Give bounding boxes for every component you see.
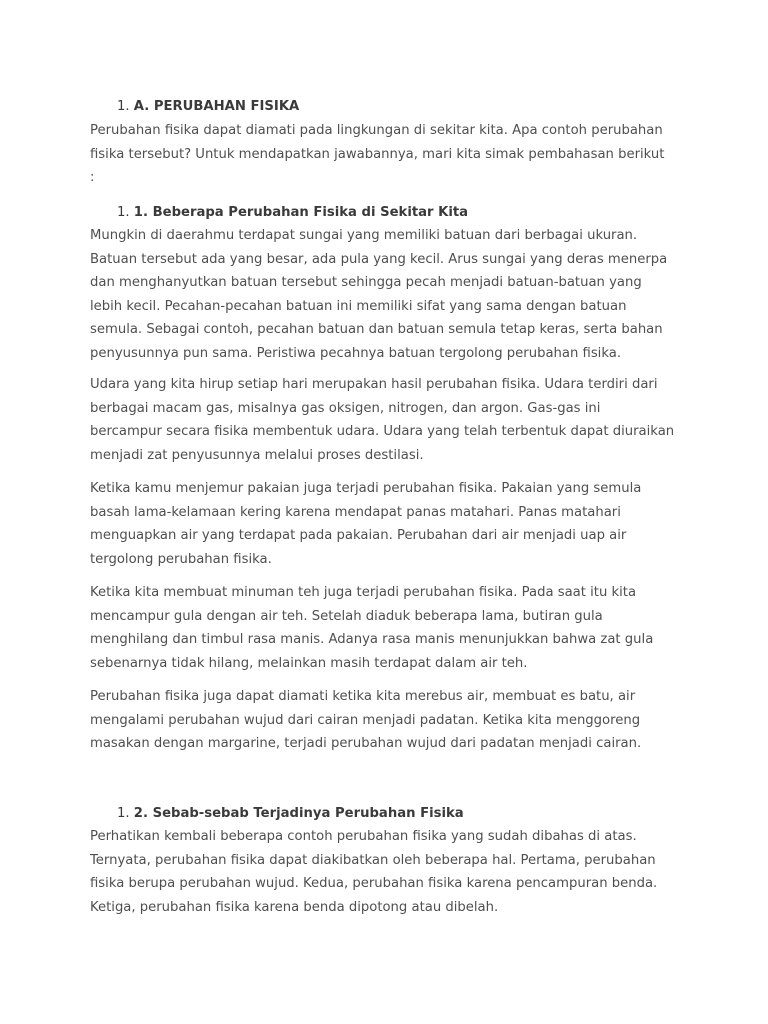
text-line: mencampur gula dengan air teh. Setelah diaduk beberapa lama, butiran gula — [90, 608, 603, 624]
text-line: dan menghanyutkan batuan tersebut sehingga pecah menjadi batuan-batuan yang — [90, 275, 642, 290]
text-line: : — [90, 170, 95, 185]
text-line: bercampur secara fisika membentuk udara. Udara yang telah terbentuk dapat diuraikan — [90, 424, 675, 439]
text-line: menguapkan air yang terdapat pada pakaian. Perubahan dari air menjadi uap air — [90, 528, 627, 543]
text-line: Perubahan fisika juga dapat diamati ketika kita merebus air, membuat es batu, air — [90, 689, 636, 704]
text-line: Ketiga, perubahan fisika karena benda dipotong atau dibelah. — [90, 899, 499, 915]
text-line: mengalami perubahan wujud dari cairan menjadi padatan. Ketika kita menggoreng — [90, 712, 641, 728]
text-line: Ketika kita membuat minuman teh juga terjadi perubahan fisika. Pada saat itu kita — [90, 585, 637, 600]
list-number: 1. — [117, 99, 130, 114]
section-title: 2. Sebab-sebab Terjadinya Perubahan Fisika — [133, 806, 464, 821]
text-line: Ternyata, perubahan fisika dapat diakibatkan oleh beberapa hal. Pertama, perubahan — [90, 852, 656, 868]
paragraph — [90, 825, 690, 919]
section-title: A. PERUBAHAN FISIKA — [133, 99, 300, 114]
text-line: berbagai macam gas, misalnya gas oksigen, nitrogen, dan argon. Gas-gas ini — [90, 400, 601, 416]
text-line: sebenarnya tidak hilang, melainkan masih terdapat dalam air teh. — [90, 655, 528, 671]
text-line: fisika berupa perubahan wujud. Kedua, perubahan fisika karena pencampuran benda. — [90, 876, 658, 891]
section-heading-1 — [117, 203, 468, 223]
text-line: tergolong perubahan fisika. — [90, 551, 272, 567]
text-line: fisika tersebut? Untuk mendapatkan jawabannya, mari kita simak pembahasan berikut — [90, 146, 665, 162]
paragraph — [90, 477, 690, 571]
section-heading-a — [117, 97, 299, 117]
text-line: Perhatikan kembali beberapa contoh perubahan fisika yang sudah dibahas di atas. — [90, 829, 637, 844]
text-line: menghilang dan timbul rasa manis. Adanya rasa manis menunjukkan bahwa zat gula — [90, 632, 654, 647]
text-line: Udara yang kita hirup setiap hari merupakan hasil perubahan fisika. Udara terdiri dari — [90, 377, 658, 392]
text-line: penyusunnya pun sama. Peristiwa pecahnya batuan tergolong perubahan fisika. — [90, 345, 622, 361]
paragraph — [90, 224, 690, 365]
list-number: 1. — [117, 806, 130, 821]
text-line: Batuan tersebut ada yang besar, ada pula yang kecil. Arus sungai yang deras menerpa — [90, 251, 668, 267]
list-number: 1. — [117, 205, 130, 220]
paragraph — [90, 581, 690, 675]
paragraph — [90, 373, 690, 467]
text-line: Mungkin di daerahmu terdapat sungai yang memiliki batuan dari berbagai ukuran. — [90, 228, 638, 243]
text-line: Ketika kamu menjemur pakaian juga terjadi perubahan fisika. Pakaian yang semula — [90, 481, 642, 496]
text-line: menjadi zat penyusunnya melalui proses destilasi. — [90, 447, 424, 463]
paragraph — [90, 685, 690, 756]
paragraph — [90, 119, 690, 190]
text-line: masakan dengan margarine, terjadi perubahan wujud dari padatan menjadi cairan. — [90, 736, 642, 751]
text-line: semula. Sebagai contoh, pecahan batuan dan batuan semula tetap keras, serta bahan — [90, 322, 663, 337]
text-line: Perubahan fisika dapat diamati pada lingkungan di sekitar kita. Apa contoh perubahan — [90, 123, 663, 138]
section-title: 1. Beberapa Perubahan Fisika di Sekitar Kita — [133, 205, 469, 220]
section-heading-2 — [117, 804, 464, 824]
text-line: basah lama-kelamaan kering karena mendapat panas matahari. Panas matahari — [90, 504, 621, 520]
text-line: lebih kecil. Pecahan-pecahan batuan ini memiliki sifat yang sama dengan batuan — [90, 298, 627, 314]
